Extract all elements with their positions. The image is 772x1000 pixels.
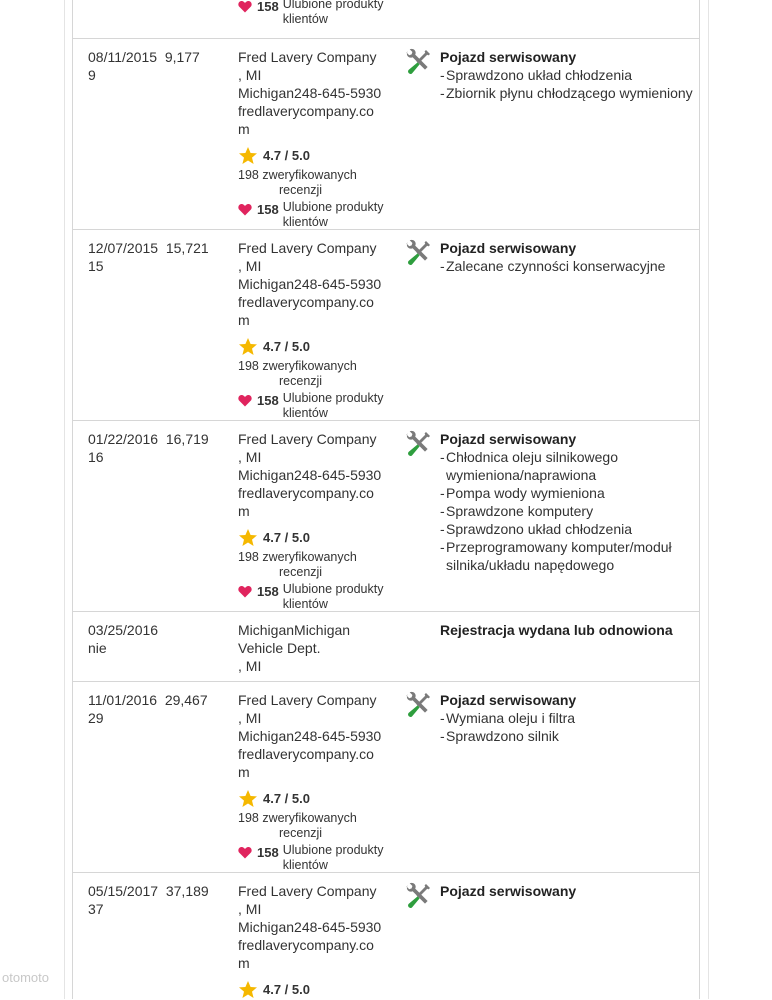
dealer-cell: Fred Lavery Company , MI Michigan248-645-5930 fredlaverycompany.co m 4.7 / 5.0 198 zweryfikowanych recenzji 158 Ulubione produkty klientów [238,239,396,421]
watermark: otomoto [2,970,49,985]
favorites-count: 158 [257,0,279,14]
service-date: 03/25/2016 [88,622,159,638]
date-odometer-cell [88,430,228,466]
list-item: - Sprawdzono silnik [440,727,694,745]
list-item: - Chłodnica oleju silnikowego wymieniona/naprawiona [440,448,694,484]
rating-value: 4.7 / 5.0 [263,982,310,997]
service-history-table [72,0,700,999]
star-icon [238,789,258,809]
service-details [440,430,694,574]
list-item: - Zalecane czynności konserwacyjne [440,257,694,275]
source-name: MichiganMichigan [238,622,351,638]
service-items [440,448,694,574]
rating [238,980,396,1000]
dealer-phone[interactable]: Michigan248-645-5930 [238,728,382,744]
date-odometer-cell [88,621,228,657]
service-details [440,691,694,745]
service-date: 11/01/2016 [88,692,158,708]
rating [238,337,396,357]
service-date: 12/07/2015 [88,240,159,256]
dealer-phone[interactable]: Michigan248-645-5930 [238,467,382,483]
dealer-cell: Fred Lavery Company , MI Michigan248-645-5930 fredlaverycompany.co m 4.7 / 5.0 198 zweryfikowanych recenzji 158 Ulubione produkty klientów [238,691,396,873]
rating-value: 4.7 / 5.0 [263,791,310,806]
list-item: - Pompa wody wymieniona [440,484,694,502]
service-details [440,48,694,102]
service-details [440,882,694,900]
table-row [72,611,700,682]
heart-icon [238,203,252,216]
table-row [72,681,700,873]
favorites-label: Ulubione produkty klientów [282,582,384,611]
odometer: 15,721 [165,240,209,256]
favorites-label: Ulubione produkty klientów [282,0,384,26]
table-row [72,420,700,612]
dealer-phone[interactable]: Michigan248-645-5930 [238,85,382,101]
service-title: Pojazd serwisowany [440,240,577,256]
odometer-wrap: 29 [88,710,104,726]
reviews-count[interactable]: 198 zweryfikowanych recenzji [238,550,357,579]
wrench-screwdriver-icon [404,48,432,76]
odometer: 37,189 [165,883,209,899]
favorites-label: Ulubione produkty klientów [282,843,384,872]
list-item: - Sprawdzono układ chłodzenia [440,66,694,84]
service-items [440,257,694,275]
rating-value: 4.7 / 5.0 [263,339,310,354]
service-items [440,66,694,102]
favorites [238,0,396,27]
dealer-cell: Fred Lavery Company , MI Michigan248-645-5930 fredlaverycompany.co m 4.7 / 5.0 198 zweryfikowanych recenzji 158 Ulubione produkty klientów [238,430,396,612]
favorites-count: 158 [257,202,279,217]
list-item: - Sprawdzono układ chłodzenia [440,520,694,538]
reviews-count[interactable]: 198 zweryfikowanych recenzji [238,168,357,197]
star-icon [238,980,258,1000]
table-row [72,872,700,999]
rating-value: 4.7 / 5.0 [263,148,310,163]
dealer-cell: MichiganMichigan Vehicle Dept. , MI [238,621,396,675]
dealer-cell [238,0,396,27]
list-item: - Wymiana oleju i filtra [440,709,694,727]
star-icon [238,337,258,357]
dealer-website[interactable]: fredlaverycompany.co [238,746,374,762]
rating [238,146,396,166]
star-icon [238,528,258,548]
page-edge-right [708,0,709,999]
service-title: Pojazd serwisowany [440,692,577,708]
service-date: 01/22/2016 [88,431,159,447]
dealer-phone[interactable]: Michigan248-645-5930 [238,276,382,292]
date-odometer-cell [88,239,228,275]
date-odometer-cell [88,691,228,727]
dealer-cell: Fred Lavery Company , MI Michigan248-645-5930 fredlaverycompany.co m 4.7 / 5.0 [238,882,396,1000]
dealer-website[interactable]: fredlaverycompany.co [238,485,374,501]
heart-icon [238,585,252,598]
odometer-wrap: nie [88,640,107,656]
odometer: 29,467 [164,692,208,708]
service-title: Pojazd serwisowany [440,883,577,899]
rating-value: 4.7 / 5.0 [263,530,310,545]
wrench-screwdriver-icon [404,430,432,458]
service-title: Pojazd serwisowany [440,431,577,447]
list-item: - Przeprogramowany komputer/moduł silnika/układu napędowego [440,538,694,574]
dealer-cell: Fred Lavery Company , MI Michigan248-645-5930 fredlaverycompany.co m 4.7 / 5.0 198 zweryfikowanych recenzji 158 Ulubione produkty klientów [238,48,396,230]
table-row [72,38,700,230]
wrench-screwdriver-icon [404,691,432,719]
service-date: 08/11/2015 [88,49,158,65]
page-edge-left [64,0,65,999]
favorites [238,843,396,873]
odometer: 9,177 [164,49,200,65]
dealer-website[interactable]: fredlaverycompany.co [238,294,374,310]
list-item: - Zbiornik płynu chłodzącego wymieniony [440,84,694,102]
service-details [440,239,694,275]
dealer-name[interactable]: Fred Lavery Company [238,883,377,899]
favorites-label: Ulubione produkty klientów [282,200,384,229]
odometer-wrap: 9 [88,67,96,83]
dealer-website[interactable]: fredlaverycompany.co [238,937,374,953]
star-icon [238,146,258,166]
dealer-website[interactable]: fredlaverycompany.co [238,103,374,119]
table-row [72,0,700,39]
date-odometer-cell [88,882,228,918]
dealer-name[interactable]: Fred Lavery Company [238,240,377,256]
table-row [72,229,700,421]
dealer-phone[interactable]: Michigan248-645-5930 [238,919,382,935]
odometer-wrap: 16 [88,449,104,465]
date-odometer-cell [88,48,228,84]
reviews-count[interactable]: 198 zweryfikowanych recenzji [238,811,357,840]
heart-icon [238,394,252,407]
dealer-name[interactable]: Fred Lavery Company [238,431,377,447]
list-item: - Sprawdzone komputery [440,502,694,520]
favorites-label: Ulubione produkty klientów [282,391,384,420]
dealer-name[interactable]: Fred Lavery Company [238,49,377,65]
favorites [238,582,396,612]
wrench-screwdriver-icon [404,882,432,910]
registration-details [440,621,694,639]
favorites-count: 158 [257,845,279,860]
heart-icon [238,0,252,13]
dealer-name[interactable]: Fred Lavery Company [238,692,377,708]
favorites-count: 158 [257,393,279,408]
service-title: Pojazd serwisowany [440,49,577,65]
wrench-screwdriver-icon [404,239,432,267]
favorites [238,391,396,421]
odometer-wrap: 15 [88,258,104,274]
heart-icon [238,846,252,859]
odometer-wrap: 37 [88,901,104,917]
rating [238,528,396,548]
service-items [440,709,694,745]
favorites [238,200,396,230]
rating [238,789,396,809]
favorites-count: 158 [257,584,279,599]
reviews-count[interactable]: 198 zweryfikowanych recenzji [238,359,357,388]
registration-title: Rejestracja wydana lub odnowiona [440,622,673,638]
odometer: 16,719 [165,431,209,447]
service-date: 05/15/2017 [88,883,159,899]
